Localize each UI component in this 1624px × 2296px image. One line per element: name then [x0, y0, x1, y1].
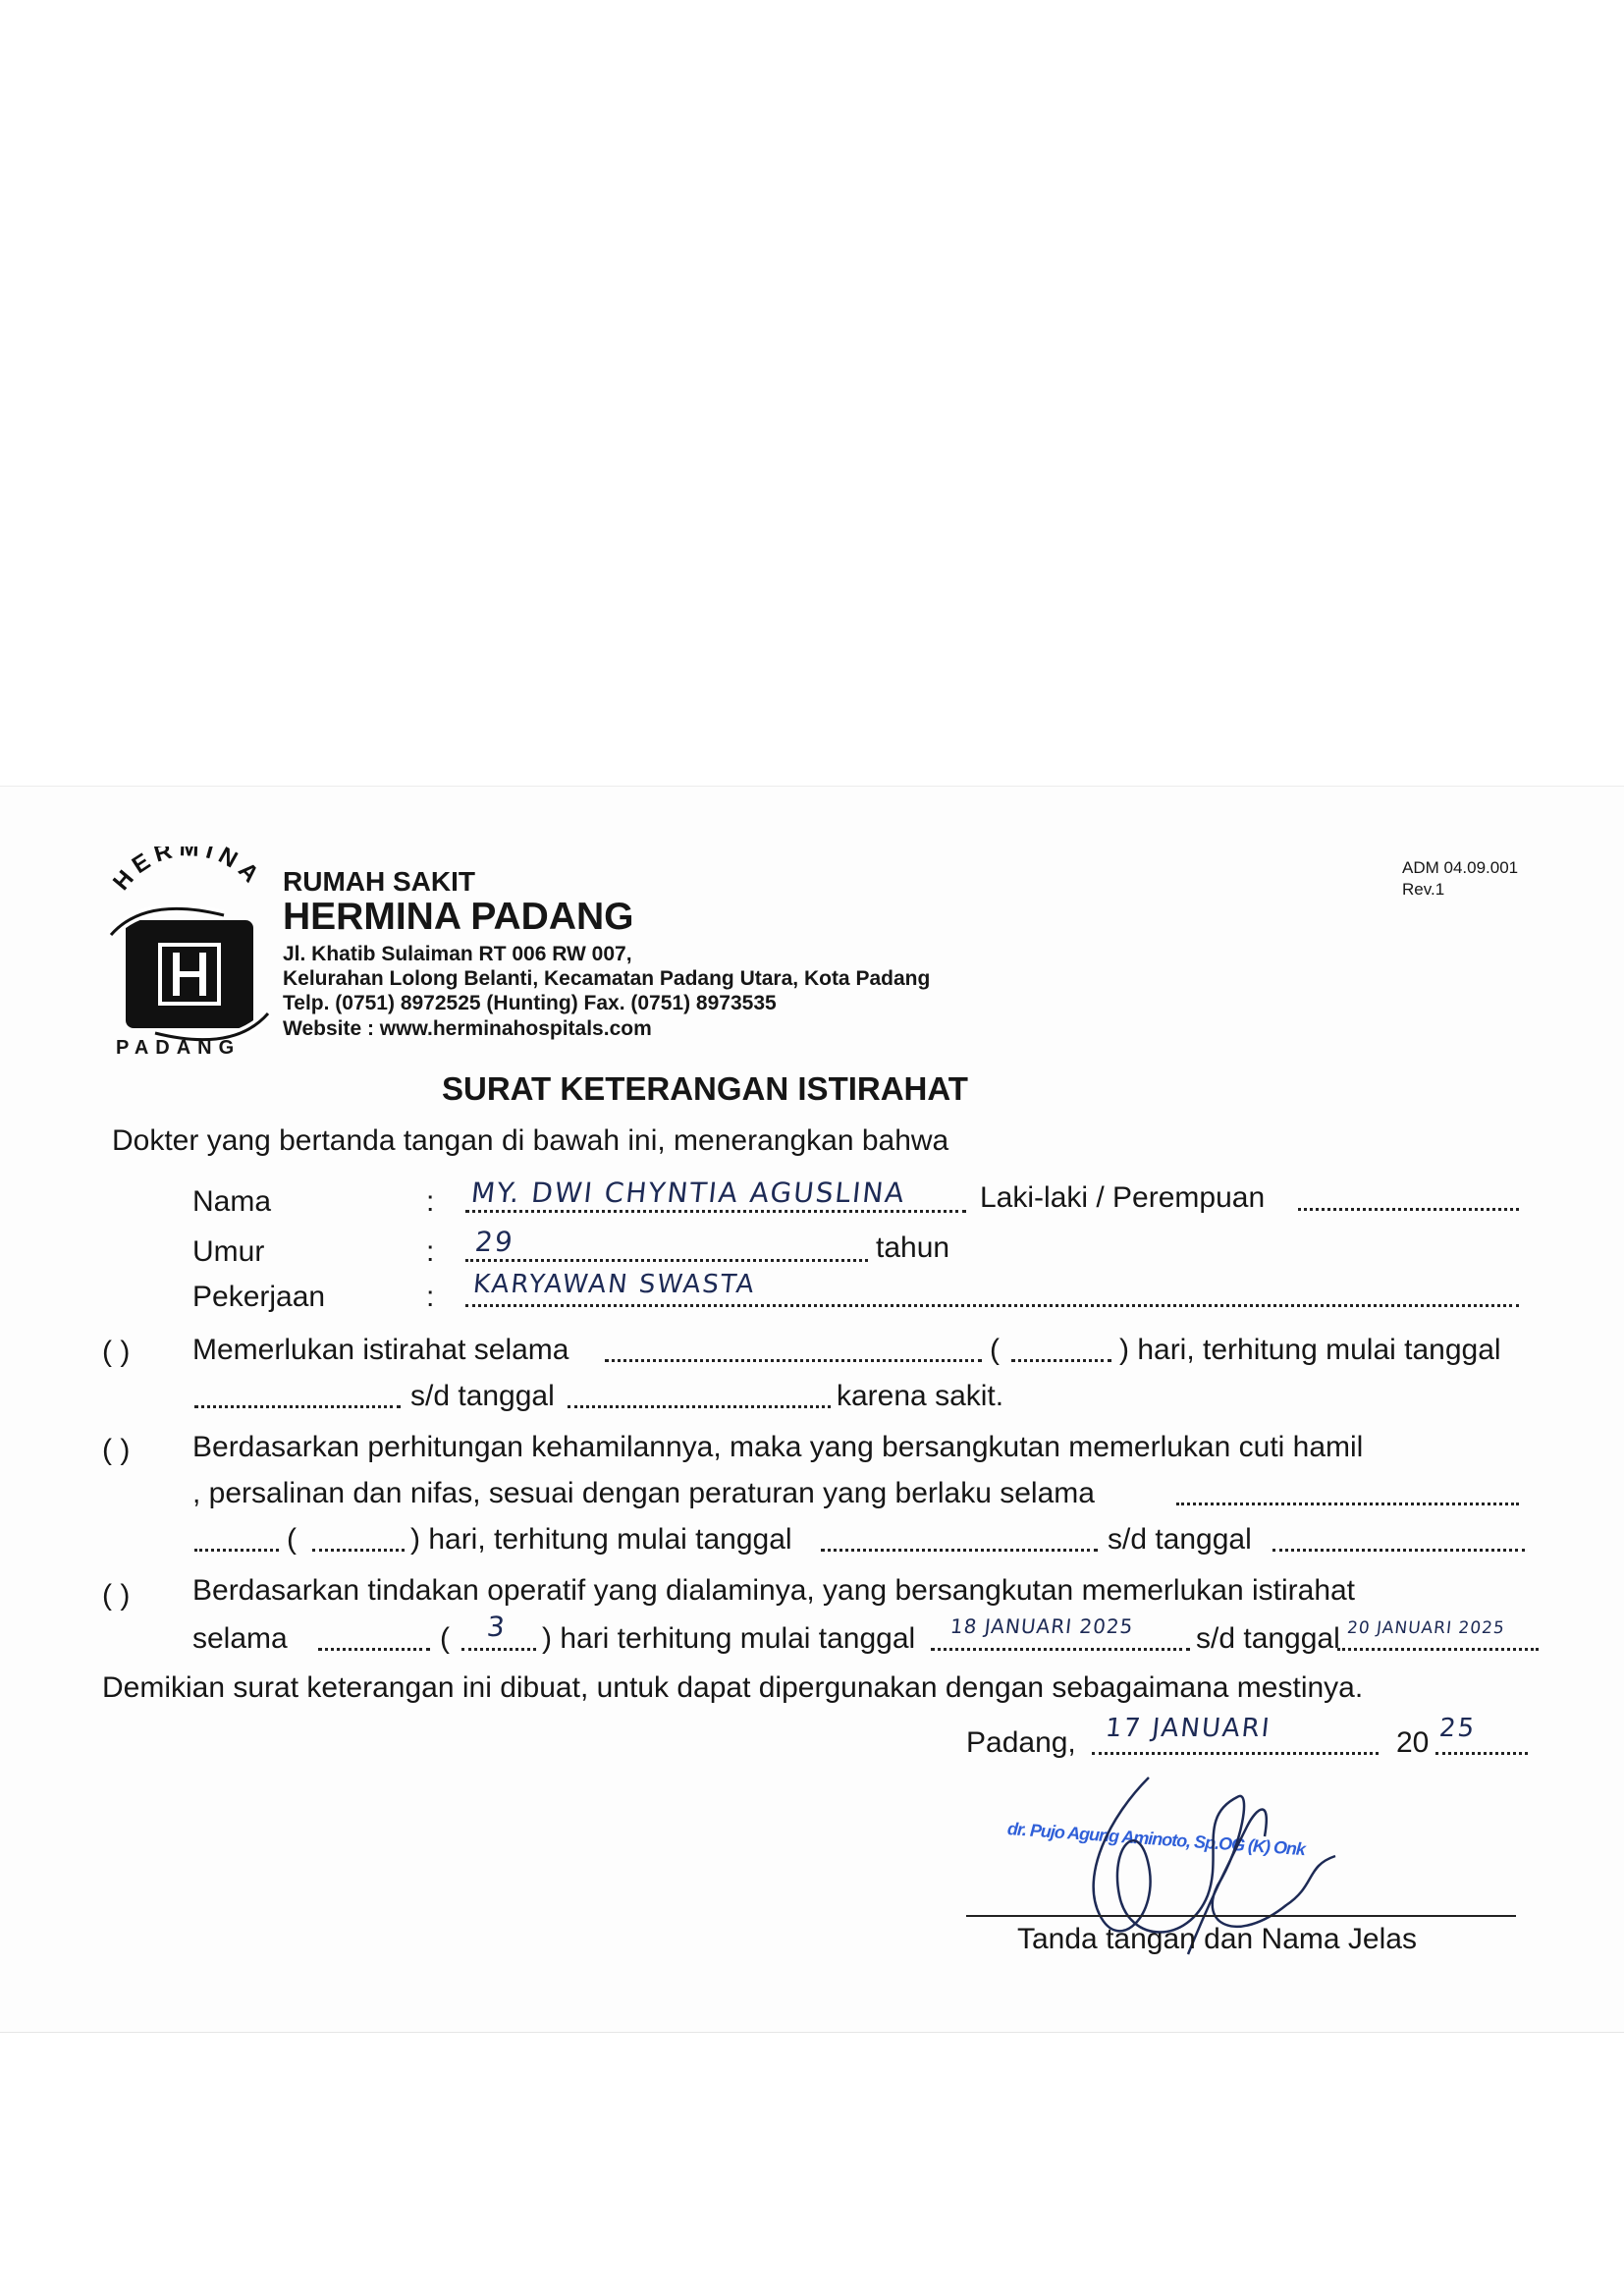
date-value: 17 JANUARI — [1104, 1714, 1272, 1743]
option3-start-dots — [931, 1648, 1190, 1651]
document-code: ADM 04.09.001 — [1402, 858, 1519, 877]
pekerjaan-colon: : — [426, 1281, 435, 1313]
gender-label: Laki-laki / Perempuan — [980, 1181, 1266, 1214]
hospital-name: HERMINA PADANG — [283, 896, 634, 938]
option3-paren-open: ( — [440, 1622, 450, 1655]
intro-text: Dokter yang bertanda tangan di bawah ini, menerangkan bahwa — [112, 1124, 949, 1157]
option2-line3-text-c: s/d tanggal — [1108, 1523, 1252, 1556]
svg-text:HERMINA — [108, 847, 268, 896]
hospital-address-line1: Jl. Khatib Sulaiman RT 006 RW 007, — [283, 943, 632, 965]
place-label: Padang, — [966, 1726, 1076, 1759]
umur-dotted-line — [465, 1259, 868, 1262]
option1-checkbox[interactable]: ( ) — [102, 1336, 131, 1368]
nama-dotted-line — [465, 1210, 966, 1213]
umur-value: 29 — [473, 1226, 516, 1258]
option2-line2: , persalinan dan nifas, sesuai dengan peraturan yang berlaku selama — [192, 1477, 1095, 1509]
option3-end-value: 20 JANUARI 2025 — [1345, 1618, 1506, 1638]
option1-duration-dots — [605, 1359, 982, 1362]
option1-line2-text-b: karena sakit. — [837, 1380, 1004, 1412]
logo-bottom-text: PADANG — [116, 1037, 242, 1059]
option2-paren-open: ( — [287, 1523, 297, 1556]
umur-colon: : — [426, 1235, 435, 1268]
option2-start-dots — [821, 1549, 1098, 1552]
date-dotted-line — [1092, 1752, 1379, 1755]
option1-start-dots — [194, 1405, 401, 1408]
hospital-address-line2: Kelurahan Lolong Belanti, Kecamatan Padang Utara, Kota Padang — [283, 967, 931, 990]
tahun-label: tahun — [876, 1231, 950, 1264]
document-title: SURAT KETERANGAN ISTIRAHAT — [442, 1070, 968, 1107]
option1-end-dots — [568, 1405, 831, 1408]
option2-days-dots — [312, 1549, 405, 1552]
nama-value: MY. DWI CHYNTIA AGUSLINA — [469, 1176, 908, 1209]
option1-line2-text-a: s/d tanggal — [410, 1380, 555, 1412]
option3-line2-text-d: s/d tanggal — [1196, 1622, 1340, 1655]
option3-checkbox[interactable]: ( ) — [102, 1579, 131, 1612]
option1-days-dots — [1011, 1359, 1111, 1362]
option2-line3-text-b: ) hari, terhitung mulai tanggal — [410, 1523, 792, 1556]
umur-label: Umur — [192, 1235, 265, 1268]
option2-duration-dots-2 — [194, 1549, 279, 1552]
hospital-phone: Telp. (0751) 8972525 (Hunting) Fax. (0751) 8973535 — [283, 992, 777, 1014]
closing-text: Demikian surat keterangan ini dibuat, untuk dapat dipergunakan dengan sebagaimana mestinya. — [102, 1671, 1364, 1704]
hospital-website: Website : www.herminahospitals.com — [283, 1017, 652, 1040]
pekerjaan-value: KARYAWAN SWASTA — [471, 1270, 758, 1299]
document-revision: Rev.1 — [1402, 880, 1445, 899]
option1-line1-text-a: Memerlukan istirahat selama — [192, 1334, 569, 1366]
option3-line1: Berdasarkan tindakan operatif yang dialaminya, yang bersangkutan memerlukan istirahat — [192, 1574, 1356, 1607]
pekerjaan-dotted-line — [465, 1304, 1519, 1307]
option2-line1: Berdasarkan perhitungan kehamilannya, maka yang bersangkutan memerlukan cuti hamil — [192, 1431, 1364, 1463]
hospital-kind: RUMAH SAKIT — [283, 866, 475, 897]
logo-arc-text: HERMINA — [107, 847, 268, 896]
option3-end-dots — [1337, 1648, 1539, 1651]
year-prefix: 20 — [1396, 1726, 1430, 1759]
year-value: 25 — [1437, 1714, 1478, 1743]
option3-duration-dots — [318, 1648, 430, 1651]
pekerjaan-label: Pekerjaan — [192, 1281, 326, 1313]
signature-caption: Tanda tangan dan Nama Jelas — [1017, 1923, 1417, 1955]
gender-dotted-line — [1298, 1208, 1519, 1211]
doctor-stamp: dr. Pujo Agung Aminoto, Sp.OG (K) Onk — [1006, 1819, 1306, 1860]
option2-duration-dots — [1176, 1503, 1519, 1505]
nama-colon: : — [426, 1185, 435, 1218]
nama-label: Nama — [192, 1185, 272, 1218]
year-dotted-line — [1435, 1752, 1528, 1755]
option3-start-value: 18 JANUARI 2025 — [948, 1614, 1135, 1638]
option3-line2-text-c: ) hari terhitung mulai tanggal — [542, 1622, 916, 1655]
option2-end-dots — [1272, 1549, 1525, 1552]
option1-line1-text-c: ) hari, terhitung mulai tanggal — [1119, 1334, 1501, 1366]
option2-checkbox[interactable]: ( ) — [102, 1434, 131, 1466]
option1-paren-open: ( — [990, 1334, 1000, 1366]
signature-line — [966, 1915, 1516, 1917]
option3-days-dots — [461, 1648, 536, 1651]
option3-line2-text-a: selama — [192, 1622, 288, 1655]
option3-days-value: 3 — [485, 1611, 509, 1643]
